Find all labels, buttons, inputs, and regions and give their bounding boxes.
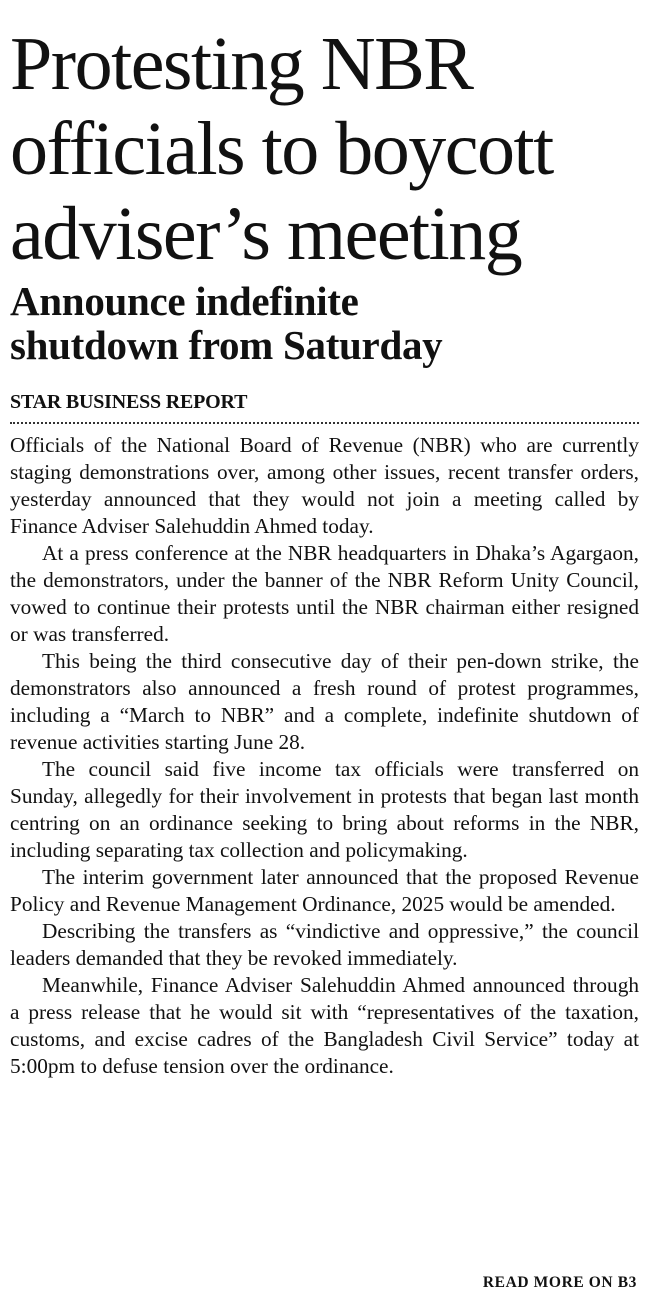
headline-line: Protesting NBR [10, 22, 473, 106]
body-paragraph: At a press conference at the NBR headquarters in Dhaka’s Agargaon, the demonstrators, under the banner of the NBR Reform Unity Council, vowed to continue their protests until the NBR chairman either resigned or was transferred. [10, 541, 639, 646]
article-body [10, 432, 639, 1080]
body-paragraph: This being the third consecutive day of their pen-down strike, the demonstrators also announced a fresh round of protest programmes, including a “March to NBR” and a complete, indefinite shutdown of revenue activities starting June 28. [10, 649, 639, 754]
subheadline-line: Announce indefinite [10, 278, 359, 324]
read-more-link[interactable]: READ MORE ON B3 [475, 1273, 637, 1293]
headline-line: adviser’s meeting [10, 192, 522, 276]
body-paragraph: The interim government later announced that the proposed Revenue Policy and Revenue Management Ordinance, 2025 would be amended. [10, 865, 639, 916]
subheadline-line: shutdown from Saturday [10, 322, 443, 368]
dotted-divider [10, 422, 639, 424]
body-paragraph: The council said five income tax officials were transferred on Sunday, allegedly for their involvement in protests that began last month centring on an ordinance seeking to bring about reforms in the NBR, including separating tax collection and policymaking. [10, 757, 639, 862]
subheadline [10, 279, 639, 367]
body-paragraph: Officials of the National Board of Revenue (NBR) who are currently staging demonstrations over, among other issues, recent transfer orders, yesterday announced that they would not join a meeting called by Finance Adviser Salehuddin Ahmed today. [10, 433, 639, 538]
headline-line: officials to boycott [10, 107, 553, 191]
byline: STAR BUSINESS REPORT [10, 391, 248, 413]
body-paragraph: Describing the transfers as “vindictive and oppressive,” the council leaders demanded that they be revoked immediately. [10, 919, 639, 970]
body-paragraph: Meanwhile, Finance Adviser Salehuddin Ahmed announced through a press release that he would sit with “representatives of the taxation, customs, and excise cadres of the Bangladesh Civil Service” today at 5:00pm to defuse tension over the ordinance. [10, 973, 639, 1078]
headline [10, 22, 639, 277]
